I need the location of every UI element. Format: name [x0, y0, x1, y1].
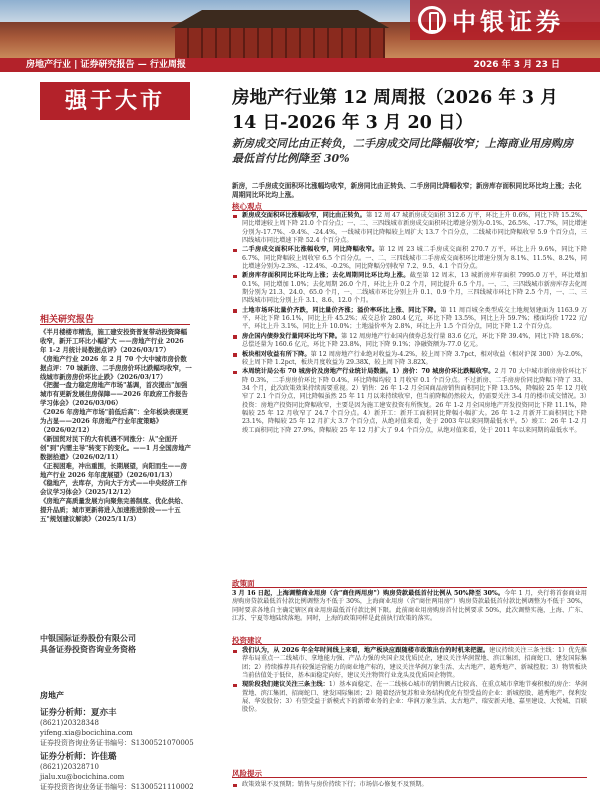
- banner-palace-hall: [175, 28, 385, 58]
- analyst-phone: (8621)20328710: [40, 763, 99, 771]
- divider: [232, 210, 587, 211]
- analyst-phone: (8621)20328348: [40, 719, 99, 727]
- investment-item: 现阶段我们建议关注三条主线：1）基本面稳定、在一二线核心城市的销售额占比较高、在重点城市拿地节奏积极的房企：华润置地、滨江集团、招商蛇口、建发国际集团；2）随着经济复苏和业务结构优化有望受益的企业：新城控股、越秀地产、保利发展、华发股份；3）有望受益于新模式下的新增业务的企业：华润万象生活、太古地产、瑞安新天地、嘉里建设、大悦城、百联股份。: [232, 681, 587, 714]
- analyst-cert: 证券投资咨询业务证书编号：S1300521110002: [40, 783, 194, 791]
- analyst-email[interactable]: jialu.xu@bocichina.com: [40, 773, 125, 781]
- analyst-email[interactable]: yifeng.xia@bocichina.com: [40, 729, 133, 737]
- related-report-item[interactable]: 《把握一盘力稳定房地产市场"基调，首次提出"加强城市有更新发展住房保障——2026 年政府工作报告学习体会》（2026/03/06）: [40, 381, 188, 408]
- divider: [232, 777, 587, 778]
- risk-item: 政策效果不及预期；销售与房价持续下行；市场信心修复不及预期。: [232, 781, 587, 789]
- related-report-item[interactable]: 《房地产行业 2026 年 2 月 70 个大中城市房价数据点评：70 城新房、二手房房价环比跌幅均收窄，一线城市新房房价环比止跌》（2026/03/17）: [40, 354, 192, 381]
- core-views-heading: 核心观点: [232, 202, 262, 211]
- header-banner: [0, 0, 600, 58]
- sector-label: 房地产: [40, 690, 64, 700]
- related-report-item[interactable]: 《2026 年房地产市场"前低后高"：全年板块表现更为占显——2026 年房地产行业年度策略》（2026/02/12）: [40, 408, 189, 434]
- analyst-cert: 证券投资咨询业务证书编号：S1300521070005: [40, 739, 194, 747]
- risk-list: [232, 781, 587, 790]
- analyst-block: [40, 708, 200, 748]
- analyst-block: [40, 752, 200, 792]
- core-view-item: 板块相对收益有所下降。第 12 周房地产行业绝对收益为-4.2%，较上周下降 3.7pct，相对收益（相对沪深 300）为-2.0%，较上周下降 1.2pct，板块月度收益为 29.38X，较上周下降 3.82X。: [232, 351, 587, 368]
- analyst-name: 证券分析师：许佳璐: [40, 752, 117, 762]
- related-report-item[interactable]: 《新国贸对民下的大有机遇不同涨分：从"全面开创"到"内需主导"转变下的变化。——1 月全国房地产数据拾遗》（2026/02/11）: [40, 434, 191, 461]
- core-view-item: 土地市场环比量价齐跌，同比量价齐涨；溢价率环比上涨、同比下降。第 11 周百城全类型成交土地规划建面为 1163.9 万平，环比下降 16.1%，同比上升 45.2%；成交总价 280.4 亿元，环比下降 13.5%，同比上升 59.7%；楼面均价 1722 元/平，环比上升 3.1%，同比上升 10.0%；土地溢价率为 2.8%，环比上升 1.5 个百分点，同比下降 1.2 个百分点。: [232, 307, 587, 332]
- related-reports-heading: 相关研究报告: [40, 315, 95, 325]
- investment-list: [232, 647, 587, 716]
- policy-text: 3 月 16 日起，上海调整商业用房（含"商住两用房"）购房贷款最低首付比例从 50%降至 30%。今年 1 月，央行将首套商业用房购房贷款最低首付款比例调整为不低于 30%，上海商业用房（含"商住两用房"）购房贷款最低首付款比例调整为不低于 30%，同时要求各地自主确定辖区商业用房最低首付款比例下限。此前商业用房购房首付比例要求 50%，此次调整实施，上海、广东、江苏、宁夏等地陆续落地。同时，上海的政策同样是此前执行政策的落实。: [232, 590, 587, 623]
- category-bar: [0, 58, 600, 72]
- related-report-item[interactable]: 《正视困难，冲出重围，长期展望，向阳而生——房地产行业 2026 年年度展望》（2026/01/13）: [40, 461, 187, 479]
- core-view-item: 新房成交面积环比涨幅收窄，同比由正转负。第 12 周 47 城新房成交面积 312.6 万平，环比上升 0.6%，同比下降 15.2%，同比增速较上周下降 21.0 个百分点；一、二、三四线城市新房成交面积环比增速分别为-0.1%、26.5%、-17.7%，同比增速分别为-17.7%、-9.4%、-24.4%，一线城市同比降幅较上周扩大 13.7 个百分点，二线城市同比降幅收窄 5.9 个百分点，三四线城市同比增速下降 52.4 个百分点。: [232, 212, 587, 245]
- rating-badge: 强于大市: [40, 82, 190, 120]
- investment-item: 我们认为，从 2026 年全年时间线上来看，地产板块应跟随楼市政策出台的时机来把握。建议持续关注三条主线：1）优先推荐布局重点一二线城市、拿地能力强、产品力强的央国企及优质民企，建议关注华润置地、滨江集团、招商蛇口、建发国际集团；2）持续推荐具有较强运营能力的商业地产标的，建议关注华润万象生活、太古地产、越秀地产、新城控股；3）物管板块当前估值处于低位，基本面稳定向好，建议关注物管行业龙头及优质国企物管。: [232, 647, 587, 680]
- category-line: 房地产行业 | 证券研究报告 — 行业周报: [26, 60, 186, 70]
- report-date: 2026 年 3 月 23 日: [473, 60, 560, 70]
- boc-logo-icon: [418, 6, 446, 34]
- related-reports-list: [40, 328, 192, 524]
- related-report-item[interactable]: 《半月楼楼市精选，施工建安投资普复带动投资降幅收窄，新开工环比小幅扩大 ——房地产行业 2026 年 1-2 月统计局数据点评》（2026/03/17）: [40, 328, 187, 354]
- risk-heading: 风险提示: [232, 769, 262, 778]
- policy-heading: 政策面: [232, 579, 255, 588]
- investment-heading: 投资建议: [232, 636, 262, 645]
- analyst-name: 证券分析师：夏亦丰: [40, 708, 117, 718]
- brand-name: 中银证券: [452, 8, 564, 36]
- core-views-list: [232, 212, 587, 436]
- core-view-item: 房企国内债券发行量同环比均下降。第 12 周房地产行业国内债券总发行量 83.6 亿元，环比下降 39.4%，同比下降 18.6%；总偿还量为 160.6 亿元，环比下降 23.8%，同比下降 9.1%；净融资额为-77.0 亿元。: [232, 333, 587, 350]
- divider: [40, 324, 190, 325]
- related-report-item[interactable]: 《房地产高质量发展方向聚焦完善制度、优化供给、提升品质；城市更新将进入加速推进阶段——十五五"规划建议解读》（2025/11/3）: [40, 497, 187, 524]
- divider: [232, 587, 587, 588]
- report-subtitle: 新房成交同比由正转负，二手房成交同比降幅收窄；上海商业用房购房最低首付比例降至 30%: [232, 137, 573, 165]
- core-view-item: 新房库存面积同比环比均上涨；去化周期同比环比均上涨。截至第 12 周末，13 城新房库存面积 7995.0 万平，环比增加 0.1%，同比增加 1.0%；去化周期 26.0 个月，环比上升 0.2 个月，同比提升 6.5 个月。一、二、三四线城市新房库存去化周期分别为 21.3、24.0、65.0 个月，一、二线城市环比分别上升 0.1、0.9 个月，三四线城市环比下降 2.5 个月，一、二、三四线城市同比分别上升 3.1、8.6、12.0 个月。: [232, 272, 587, 305]
- report-summary: 新房，二手房成交面积环比涨幅均收窄，新房同比由正转负、二手房同比降幅收窄；新房库存面积同比环比均上涨；去化周期同比环比均上涨。: [232, 182, 582, 199]
- core-view-item: 二手房成交面积环比涨幅收窄，同比降幅收窄。第 12 周 23 城二手房成交面积 270.7 万平，环比上升 9.6%，同比下降 6.7%，同比降幅较上周收窄 6.5 个百分点。一、二、三四线城市二手房成交面积环比增速分别为 8.1%、11.5%、8.2%，同比增速分别为-2.3%、-12.4%、-0.2%，同比降幅分别收窄 7.2、9.5、4.1 个百分点。: [232, 246, 587, 271]
- divider: [232, 644, 587, 645]
- report-title: 房地产行业第 12 周周报（2026 年 3 月 14 日-2026 年 3 月 20 日）: [232, 88, 558, 133]
- related-report-item[interactable]: 《稳地产，去库存，方向大于方式——中央经济工作会议学习体会》（2025/12/12）: [40, 479, 187, 497]
- company-name: 中银国际证券股份有限公司 具备证券投资咨询业务资格: [40, 633, 136, 654]
- core-view-item: 本周统计局公布 70 城房价及房地产行业统计局数据。1）房价：70 城房价环比跌幅收窄。2 月 70 大中城市新房房价环比下降 0.3%，二手房房价环比下降 0.4%，环比降幅均较 1 月收窄 0.1 个百分点。不过新房、二手房房价同比降幅下降了 33、34 个月，此次政策效果持续需要重视。2）销售：26 年 1-2 月全国商品房销售面积同比下降 13.5%，降幅较 25 年 12 月收窄了 2.1 个百分点，同比降幅虽然 25 年 11 月以来持续收窄，但当前降幅仍然较大，仍需要关注 3-4 月的楼市成交情况。3）投资：房地产投资同比降幅收窄，主要是因为施工建安投资有所恢复。26 年 1-2 月全国房地产开发投资同比下降 11.1%，降幅较 25 年 12 月收窄了 24.7 个百分点。4）新开工：新开工面积同比降幅小幅扩大。26 年 1-2 月新开工面积同比下降 23.1%，降幅较 25 年 12 月扩大 3.7 个百分点，从绝对值来看，处于 2003 年以来同期最低水平。5）竣工：26 年 1-2 月竣工面积同比下降 27.9%，降幅较 25 年 12 月扩大了 9.4 个百分点，从绝对值来看，处于 2011 年以来同期的最低水平。: [232, 368, 587, 435]
